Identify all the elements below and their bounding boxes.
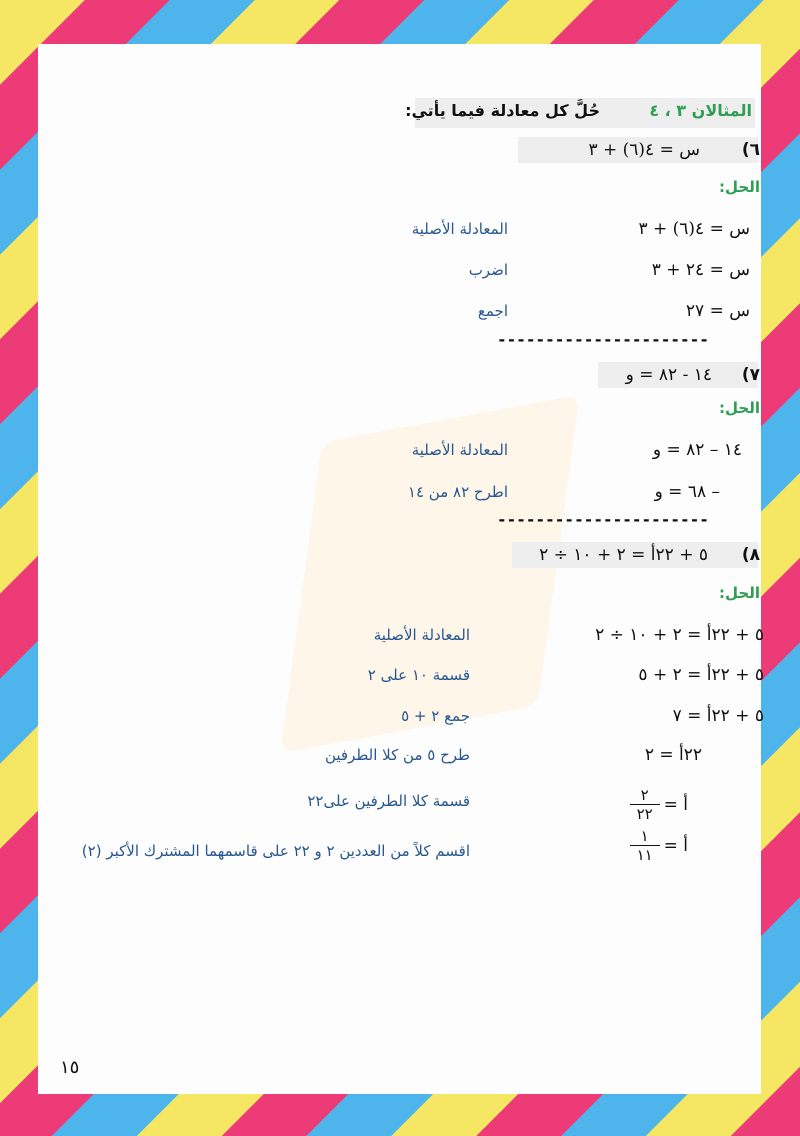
problem-6-step-3-note: اجمع [477,302,508,320]
separator-2: ---------------------- [497,510,709,529]
problem-7-equation: ١٤ - ٨٢ = و [625,365,712,385]
examples-reference: المثالان ٣ ، ٤ [649,101,752,120]
fraction-numerator: ١ [640,827,649,845]
problem-7-solution-label: الحل: [719,399,760,417]
problem-7-step-1-equation: ١٤ – ٨٢ = و [652,440,742,460]
problem-6-step-3-equation: س = ٢٧ [685,301,750,321]
fraction [630,828,660,863]
problem-6-step-2-equation: س = ٢٤ + ٣ [651,260,750,280]
page-sheet [38,44,761,1094]
problem-6-equation: س = ٤(٦) + ٣ [588,140,700,160]
problem-8-step-3-equation: ٥ + ٢٢أ = ٧ [672,706,764,726]
instruction-text: حُلَّ كل معادلة فيما يأتي: [405,101,600,120]
fraction [630,787,660,822]
problem-6-solution-label: الحل: [719,178,760,196]
problem-6-step-2-note: اضرب [468,261,508,279]
problem-8-step-5-lhs: أ = [663,794,688,815]
problem-8-number: ٨) [741,545,760,565]
fraction-denominator: ٢٢ [636,805,653,823]
fraction-numerator: ٢ [640,786,649,804]
problem-8-step-4-equation: ٢٢أ = ٢ [644,745,702,765]
fraction-denominator: ١١ [636,846,653,864]
page-number: ١٥ [60,1057,80,1078]
problem-6-step-1-note: المعادلة الأصلية [411,220,508,238]
problem-7-number: ٧) [741,365,760,385]
separator-1: ---------------------- [497,330,709,349]
problem-8-step-5-note: قسمة كلا الطرفين على٢٢ [307,792,470,810]
problem-8-step-1-note: المعادلة الأصلية [373,626,470,644]
problem-8-step-1-equation: ٥ + ٢٢أ = ٢ + ١٠ ÷ ٢ [595,625,764,645]
problem-6-step-1-equation: س = ٤(٦) + ٣ [638,219,750,239]
problem-8-step-6-note: اقسم كلاً من العددين ٢ و ٢٢ على قاسمهما المشترك الأكبر (٢) [81,842,470,860]
problem-8-equation: ٥ + ٢٢أ = ٢ + ١٠ ÷ ٢ [539,545,708,565]
problem-7-step-2-note: اطرح ٨٢ من ١٤ [407,483,508,501]
problem-6-number: ٦) [741,140,760,160]
problem-8-step-2-note: قسمة ١٠ على ٢ [367,666,470,684]
problem-8-step-5-equation [630,787,688,822]
problem-8-step-4-note: طرح ٥ من كلا الطرفين [324,746,470,764]
problem-7-step-2-equation: – ٦٨ = و [654,482,720,502]
problem-8-solution-label: الحل: [719,584,760,602]
problem-8-step-6-equation [630,828,688,863]
problem-8-step-6-lhs: أ = [663,835,688,856]
problem-7-step-1-note: المعادلة الأصلية [411,441,508,459]
problem-8-step-3-note: جمع ٢ + ٥ [401,707,470,725]
problem-8-step-2-equation: ٥ + ٢٢أ = ٢ + ٥ [638,665,764,685]
